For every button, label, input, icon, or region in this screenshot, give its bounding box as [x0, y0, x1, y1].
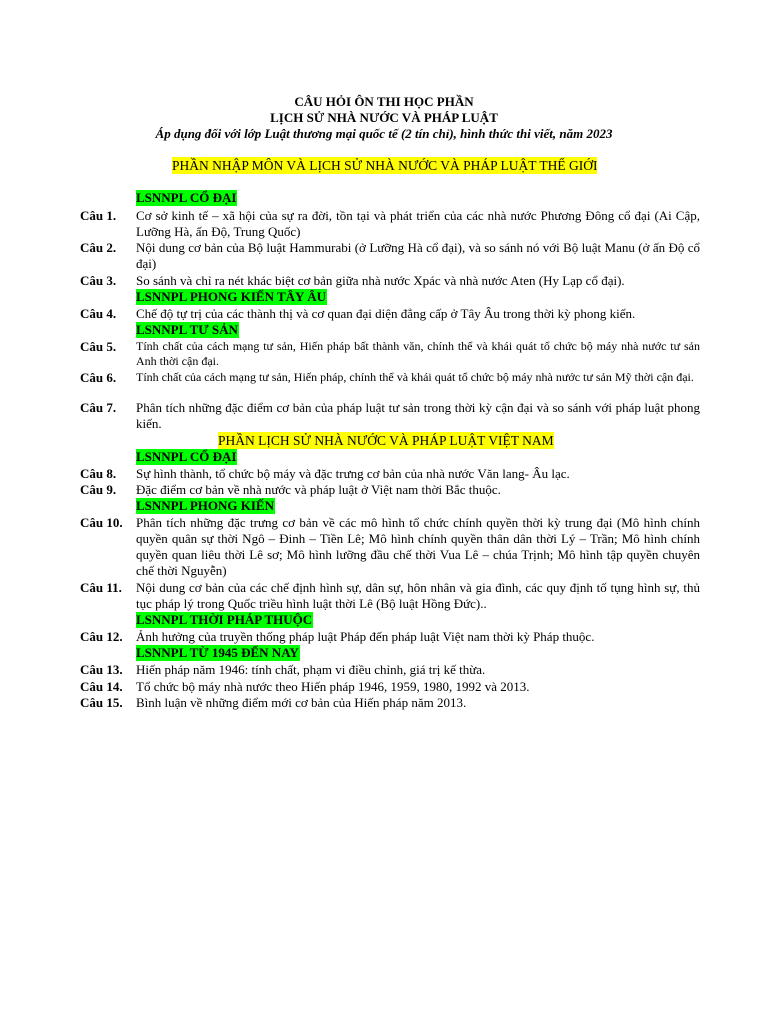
question-text: Hiến pháp năm 1946: tính chất, phạm vi điều chỉnh, giá trị kế thừa.	[136, 662, 486, 677]
question-item	[80, 273, 700, 289]
applicability-note: Áp dụng đối với lớp Luật thương mại quốc tế (2 tín chỉ), hình thức thi viết, năm 2023	[155, 126, 613, 141]
question-item	[80, 370, 700, 385]
question-item	[80, 695, 700, 711]
section-heading: LSNNPL TƯ SẢN	[136, 322, 238, 337]
question-item	[80, 629, 700, 645]
question-number: Câu 13.	[80, 662, 123, 677]
question-text: Cơ sở kinh tế – xã hội của sự ra đời, tồn tại và phát triển của các nhà nước Phương Đông cổ đại (Ai Cập, Lưỡng Hà, ấn Độ, Trung Quốc)	[136, 208, 700, 239]
question-item	[80, 662, 700, 678]
question-item	[80, 208, 700, 240]
question-number: Câu 3.	[80, 273, 117, 288]
part-heading-world: PHẦN NHẬP MÔN VÀ LỊCH SỬ NHÀ NƯỚC VÀ PHÁP LUẬT THẾ GIỚI	[172, 158, 598, 173]
question-item	[80, 339, 700, 369]
question-number: Câu 1.	[80, 208, 117, 223]
question-number: Câu 9.	[80, 482, 117, 497]
question-item	[80, 515, 700, 579]
question-number: Câu 15.	[80, 695, 123, 710]
section-heading: LSNNPL TỪ 1945 ĐẾN NAY	[136, 645, 299, 660]
section-heading: LSNNPL CỔ ĐẠI	[136, 190, 237, 205]
question-item	[80, 679, 700, 695]
question-number: Câu 8.	[80, 466, 117, 481]
section-heading: LSNNPL PHONG KIẾN TÂY ÂU	[136, 289, 326, 304]
question-number: Câu 4.	[80, 306, 117, 321]
question-item	[80, 306, 700, 322]
question-text: Tổ chức bộ máy nhà nước theo Hiến pháp 1946, 1959, 1980, 1992 và 2013.	[136, 679, 530, 694]
question-text: Sự hình thành, tổ chức bộ máy và đặc trưng cơ bản của nhà nước Văn lang- Âu lạc.	[136, 466, 570, 481]
question-text: Tính chất của cách mạng tư sản, Hiến pháp, chính thể và khái quát tổ chức bộ máy nhà nước tư sản Mỹ thời cận đại.	[136, 370, 694, 384]
question-item	[80, 482, 700, 498]
question-number: Câu 10.	[80, 515, 123, 530]
question-text: Ảnh hưởng của truyền thống pháp luật Pháp đến pháp luật Việt nam thời kỳ Pháp thuộc.	[136, 629, 595, 644]
question-number: Câu 6.	[80, 370, 117, 385]
question-text: Chế độ tự trị của các thành thị và cơ quan đại diện đẳng cấp ở Tây Âu trong thời kỳ phong kiến.	[136, 306, 636, 321]
question-text: Phân tích những đặc trưng cơ bản về các mô hình tổ chức chính quyền thời kỳ trung đại (Mô hình chính quyền quân sự thời Ngô – Đinh – Tiền Lê; Mô hình chính quyền thân dân thời Lý – Trần; Mô hình chính quyền quan liêu thời Lê sơ; Mô hình lưỡng đầu chế thời Vua Lê – chúa Trịnh; Mô hình tập quyền chuyên chế thời Nguyễn)	[136, 515, 700, 578]
question-text: So sánh và chỉ ra nét khác biệt cơ bản giữa nhà nước Xpác và nhà nước Aten (Hy Lạp cổ đại).	[136, 273, 625, 288]
question-number: Câu 12.	[80, 629, 123, 644]
question-item	[80, 400, 700, 432]
question-number: Câu 14.	[80, 679, 123, 694]
question-text: Nội dung cơ bản của các chế định hình sự, dân sự, hôn nhân và gia đình, các quy định tố tụng hình sự, thủ tục pháp lý trong Quốc triều hình luật thời Lê (Bộ luật Hồng Đức)..	[136, 580, 700, 611]
subject-title: LỊCH SỬ NHÀ NƯỚC VÀ PHÁP LUẬT	[270, 110, 498, 125]
question-number: Câu 7.	[80, 400, 117, 415]
section-heading: LSNNPL THỜI PHÁP THUỘC	[136, 612, 313, 627]
part-heading-vietnam: PHẦN LỊCH SỬ NHÀ NƯỚC VÀ PHÁP LUẬT VIỆT NAM	[218, 433, 554, 448]
question-text: Tính chất của cách mạng tư sản, Hiến pháp bất thành văn, chính thể và khái quát tổ chức bộ máy nhà nước tư sản Anh thời cận đại.	[136, 339, 700, 368]
question-item	[80, 466, 700, 482]
question-number: Câu 5.	[80, 339, 117, 354]
question-text: Phân tích những đặc điểm cơ bản của pháp luật tư sản trong thời kỳ cận đại và so sánh với pháp luật phong kiến.	[136, 400, 700, 431]
question-text: Nội dung cơ bản của Bộ luật Hammurabi (ở Lưỡng Hà cổ đại), và so sánh nó với Bộ luật Manu (ở ấn Độ cổ đại)	[136, 240, 700, 271]
section-heading: LSNNPL CỔ ĐẠI	[136, 449, 237, 464]
question-number: Câu 2.	[80, 240, 117, 255]
question-number: Câu 11.	[80, 580, 122, 595]
document-title: CÂU HỎI ÔN THI HỌC PHẦN	[294, 94, 474, 109]
question-text: Đặc điểm cơ bản về nhà nước và pháp luật ở Việt nam thời Bắc thuộc.	[136, 482, 501, 497]
question-item	[80, 240, 700, 272]
question-text: Bình luận về những điểm mới cơ bản của Hiến pháp năm 2013.	[136, 695, 467, 710]
question-item	[80, 580, 700, 612]
section-heading: LSNNPL PHONG KIẾN	[136, 498, 274, 513]
